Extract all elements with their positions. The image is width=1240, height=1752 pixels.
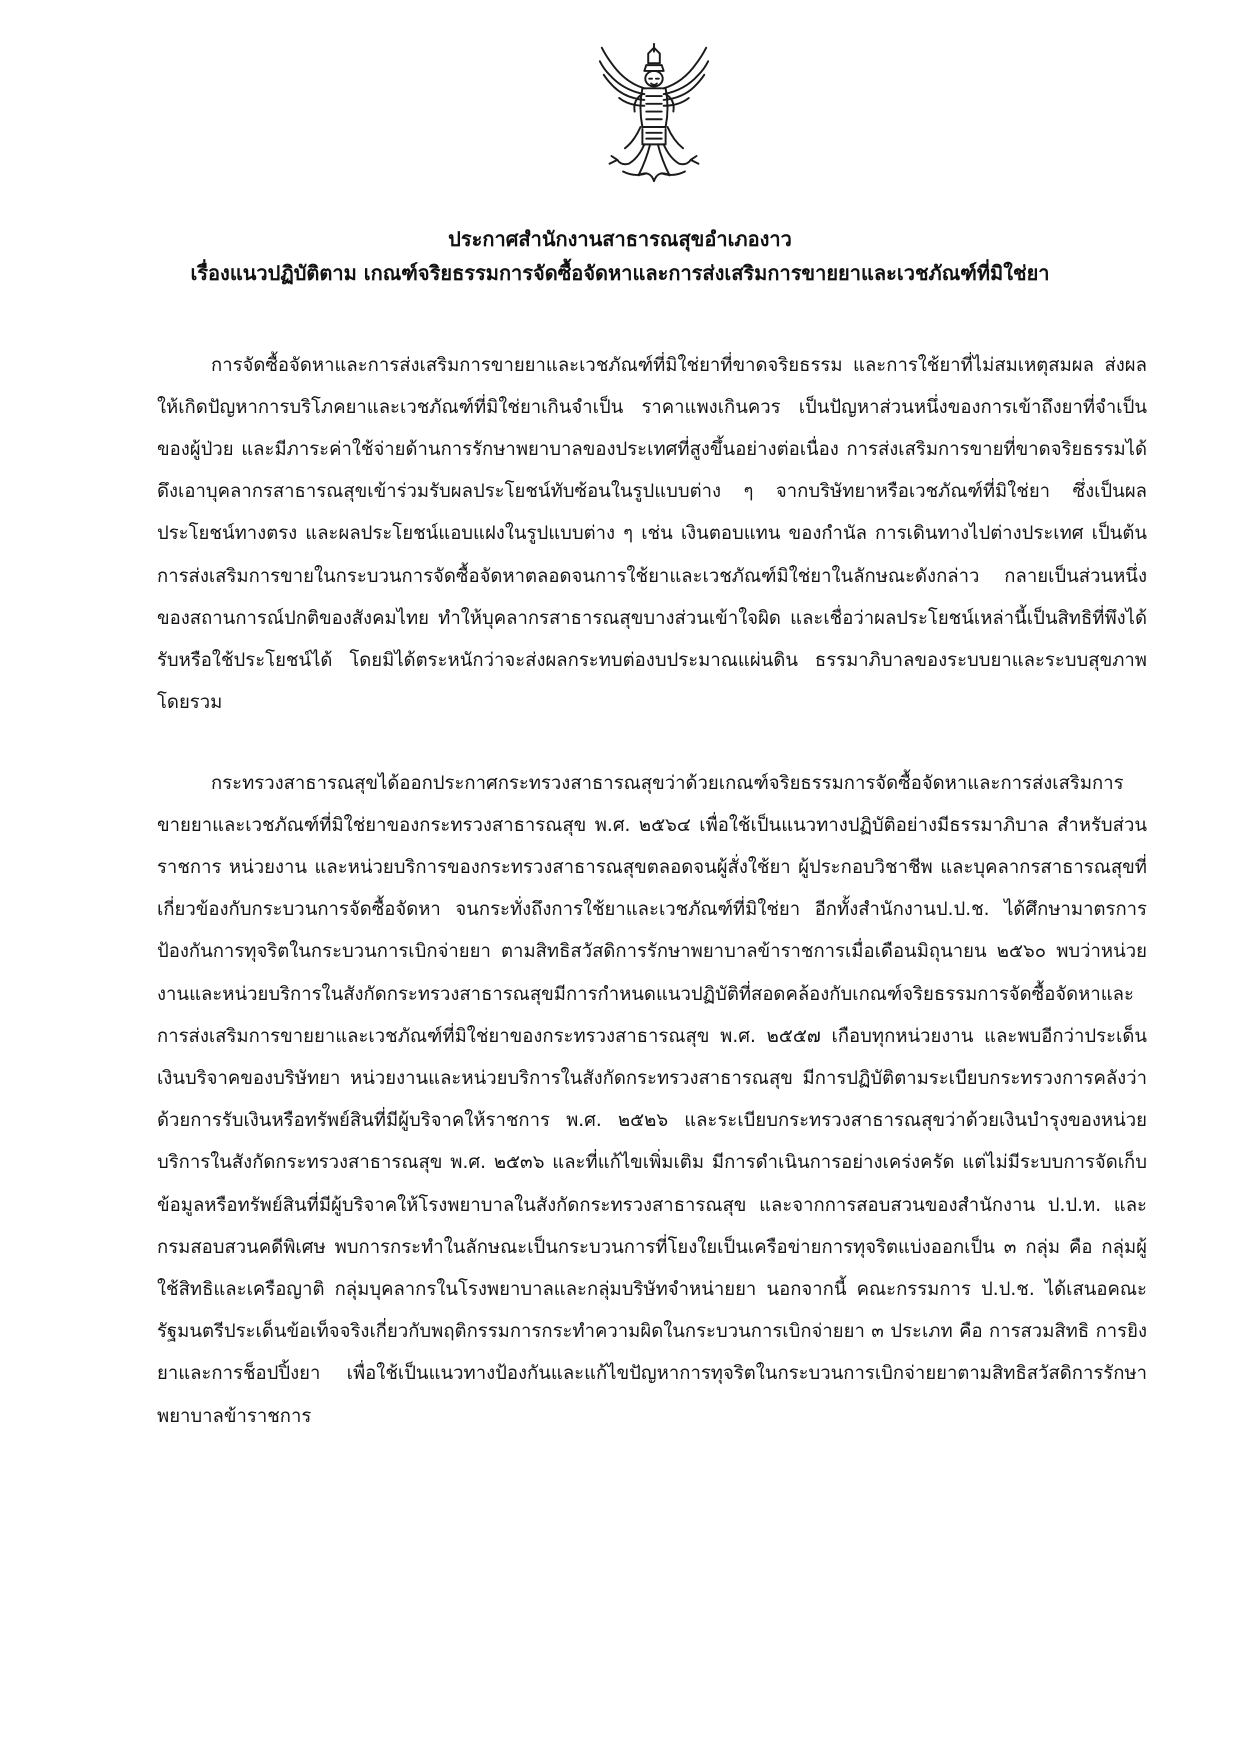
announcement-subject: เรื่องแนวปฏิบัติตาม เกณฑ์จริยธรรมการจัดซื้อจัดหาและการส่งเสริมการขายยาและเวชภัณฑ์ที่มิใช่ยา (190, 261, 1050, 285)
body-paragraph-1: การจัดซื้อจัดหาและการส่งเสริมการขายยาและเวชภัณฑ์ที่มิใช่ยาที่ขาดจริยธรรม และการใช้ยาที่ไม่สมเหตุสมผล ส่งผลให้เกิดปัญหาการบริโภคยาและเวชภัณฑ์ที่มิใช่ยาเกินจำเป็น ราคาแพงเกินควร เป็นปัญหาส่วนหนึ่งของการเข้าถึงยาที่จำเป็นของผู้ป่วย และมีภาระค่าใช้จ่ายด้านการรักษาพยาบาลของประเทศที่สูงขึ้นอย่างต่อเนื่อง การส่งเสริมการขายที่ขาดจริยธรรมได้ดึงเอาบุคลากรสาธารณสุขเข้าร่วมรับผลประโยชน์ทับซ้อนในรูปแบบต่าง ๆ จากบริษัทยาหรือเวชภัณฑ์ที่มิใช่ยา ซึ่งเป็นผลประโยชน์ทางตรง และผลประโยชน์แอบแฝงในรูปแบบต่าง ๆ เช่น เงินตอบแทน ของกำนัล การเดินทางไปต่างประเทศ เป็นต้น การส่งเสริมการขายในกระบวนการจัดซื้อจัดหาตลอดจนการใช้ยาและเวชภัณฑ์มิใช่ยาในลักษณะดังกล่าว กลายเป็นส่วนหนึ่งของสถานการณ์ปกติของสังคมไทย ทำให้บุคลากรสาธารณสุขบางส่วนเข้าใจผิด และเชื่อว่าผลประโยชน์เหล่านี้เป็นสิทธิที่พึงได้รับหรือใช้ประโยชน์ได้ โดยมิได้ตระหนักว่าจะส่งผลกระทบต่องบประมาณแผ่นดิน ธรรมาภิบาลของระบบยาและระบบสุขภาพโดยรวม (157, 354, 1147, 714)
garuda-emblem-icon (595, 40, 713, 185)
body-paragraph-2: กระทรวงสาธารณสุขได้ออกประกาศกระทรวงสาธารณสุขว่าด้วยเกณฑ์จริยธรรมการจัดซื้อจัดหาและการส่งเสริมการขายยาและเวชภัณฑ์ที่มิใช่ยาของกระทรวงสาธารณสุข พ.ศ. ๒๕๖๔ เพื่อใช้เป็นแนวทางปฏิบัติอย่างมีธรรมาภิบาล สำหรับส่วนราชการ หน่วยงาน และหน่วยบริการของกระทรวงสาธารณสุขตลอดจนผู้สั่งใช้ยา ผู้ประกอบวิชาชีพ และบุคลากรสาธารณสุขที่เกี่ยวข้องกับกระบวนการจัดซื้อจัดหา จนกระทั่งถึงการใช้ยาและเวชภัณฑ์ที่มิใช่ยา อีกทั้งสำนักงานป.ป.ช. ได้ศึกษามาตรการป้องกันการทุจริตในกระบวนการเบิกจ่ายยา ตามสิทธิสวัสดิการรักษาพยาบาลข้าราชการเมื่อเดือนมิถุนายน ๒๕๖๐ พบว่าหน่วยงานและหน่วยบริการในสังกัดกระทรวงสาธารณสุขมีการกำหนดแนวปฏิบัติที่สอดคล้องกับเกณฑ์จริยธรรมการจัดซื้อจัดหาและการส่งเสริมการขายยาและเวชภัณฑ์ที่มิใช่ยาของกระทรวงสาธารณสุข พ.ศ. ๒๕๕๗ เกือบทุกหน่วยงาน และพบอีกว่าประเด็นเงินบริจาคของบริษัทยา หน่วยงานและหน่วยบริการในสังกัดกระทรวงสาธารณสุข มีการปฏิบัติตามระเบียบกระทรวงการคลังว่าด้วยการรับเงินหรือทรัพย์สินที่มีผู้บริจาคให้ราชการ พ.ศ. ๒๕๒๖ และระเบียบกระทรวงสาธารณสุขว่าด้วยเงินบำรุงของหน่วยบริการในสังกัดกระทรวงสาธารณสุข พ.ศ. ๒๕๓๖ และที่แก้ไขเพิ่มเติม มีการดำเนินการอย่างเคร่งครัด แต่ไม่มีระบบการจัดเก็บข้อมูลหรือทรัพย์สินที่มีผู้บริจาคให้โรงพยาบาลในสังกัดกระทรวงสาธารณสุข และจากการสอบสวนของสำนักงาน ป.ป.ท. และกรมสอบสวนคดีพิเศษ พบการกระทำในลักษณะเป็นกระบวนการที่โยงใยเป็นเครือข่ายการทุจริตแบ่งออกเป็น ๓ กลุ่ม คือ กลุ่มผู้ใช้สิทธิและเครือญาติ กลุ่มบุคลากรในโรงพยาบาลและกลุ่มบริษัทจำหน่ายยา นอกจากนี้ คณะกรรมการ ป.ป.ช. ได้เสนอคณะรัฐมนตรีประเด็นข้อเท็จจริงเกี่ยวกับพฤติกรรมการกระทำความผิดในกระบวนการเบิกจ่ายยา ๓ ประเภท คือ การสวมสิทธิ การยิงยาและการช็อปปิ้งยา เพื่อใช้เป็นแนวทางป้องกันและแก้ไขปัญหาการทุจริตในกระบวนการเบิกจ่ายยาตามสิทธิสวัสดิการรักษาพยาบาลข้าราชการ (157, 772, 1147, 1427)
announcement-header (150, 222, 1090, 290)
announcement-title: ประกาศสำนักงานสาธารณสุขอำเภองาว (448, 227, 792, 251)
